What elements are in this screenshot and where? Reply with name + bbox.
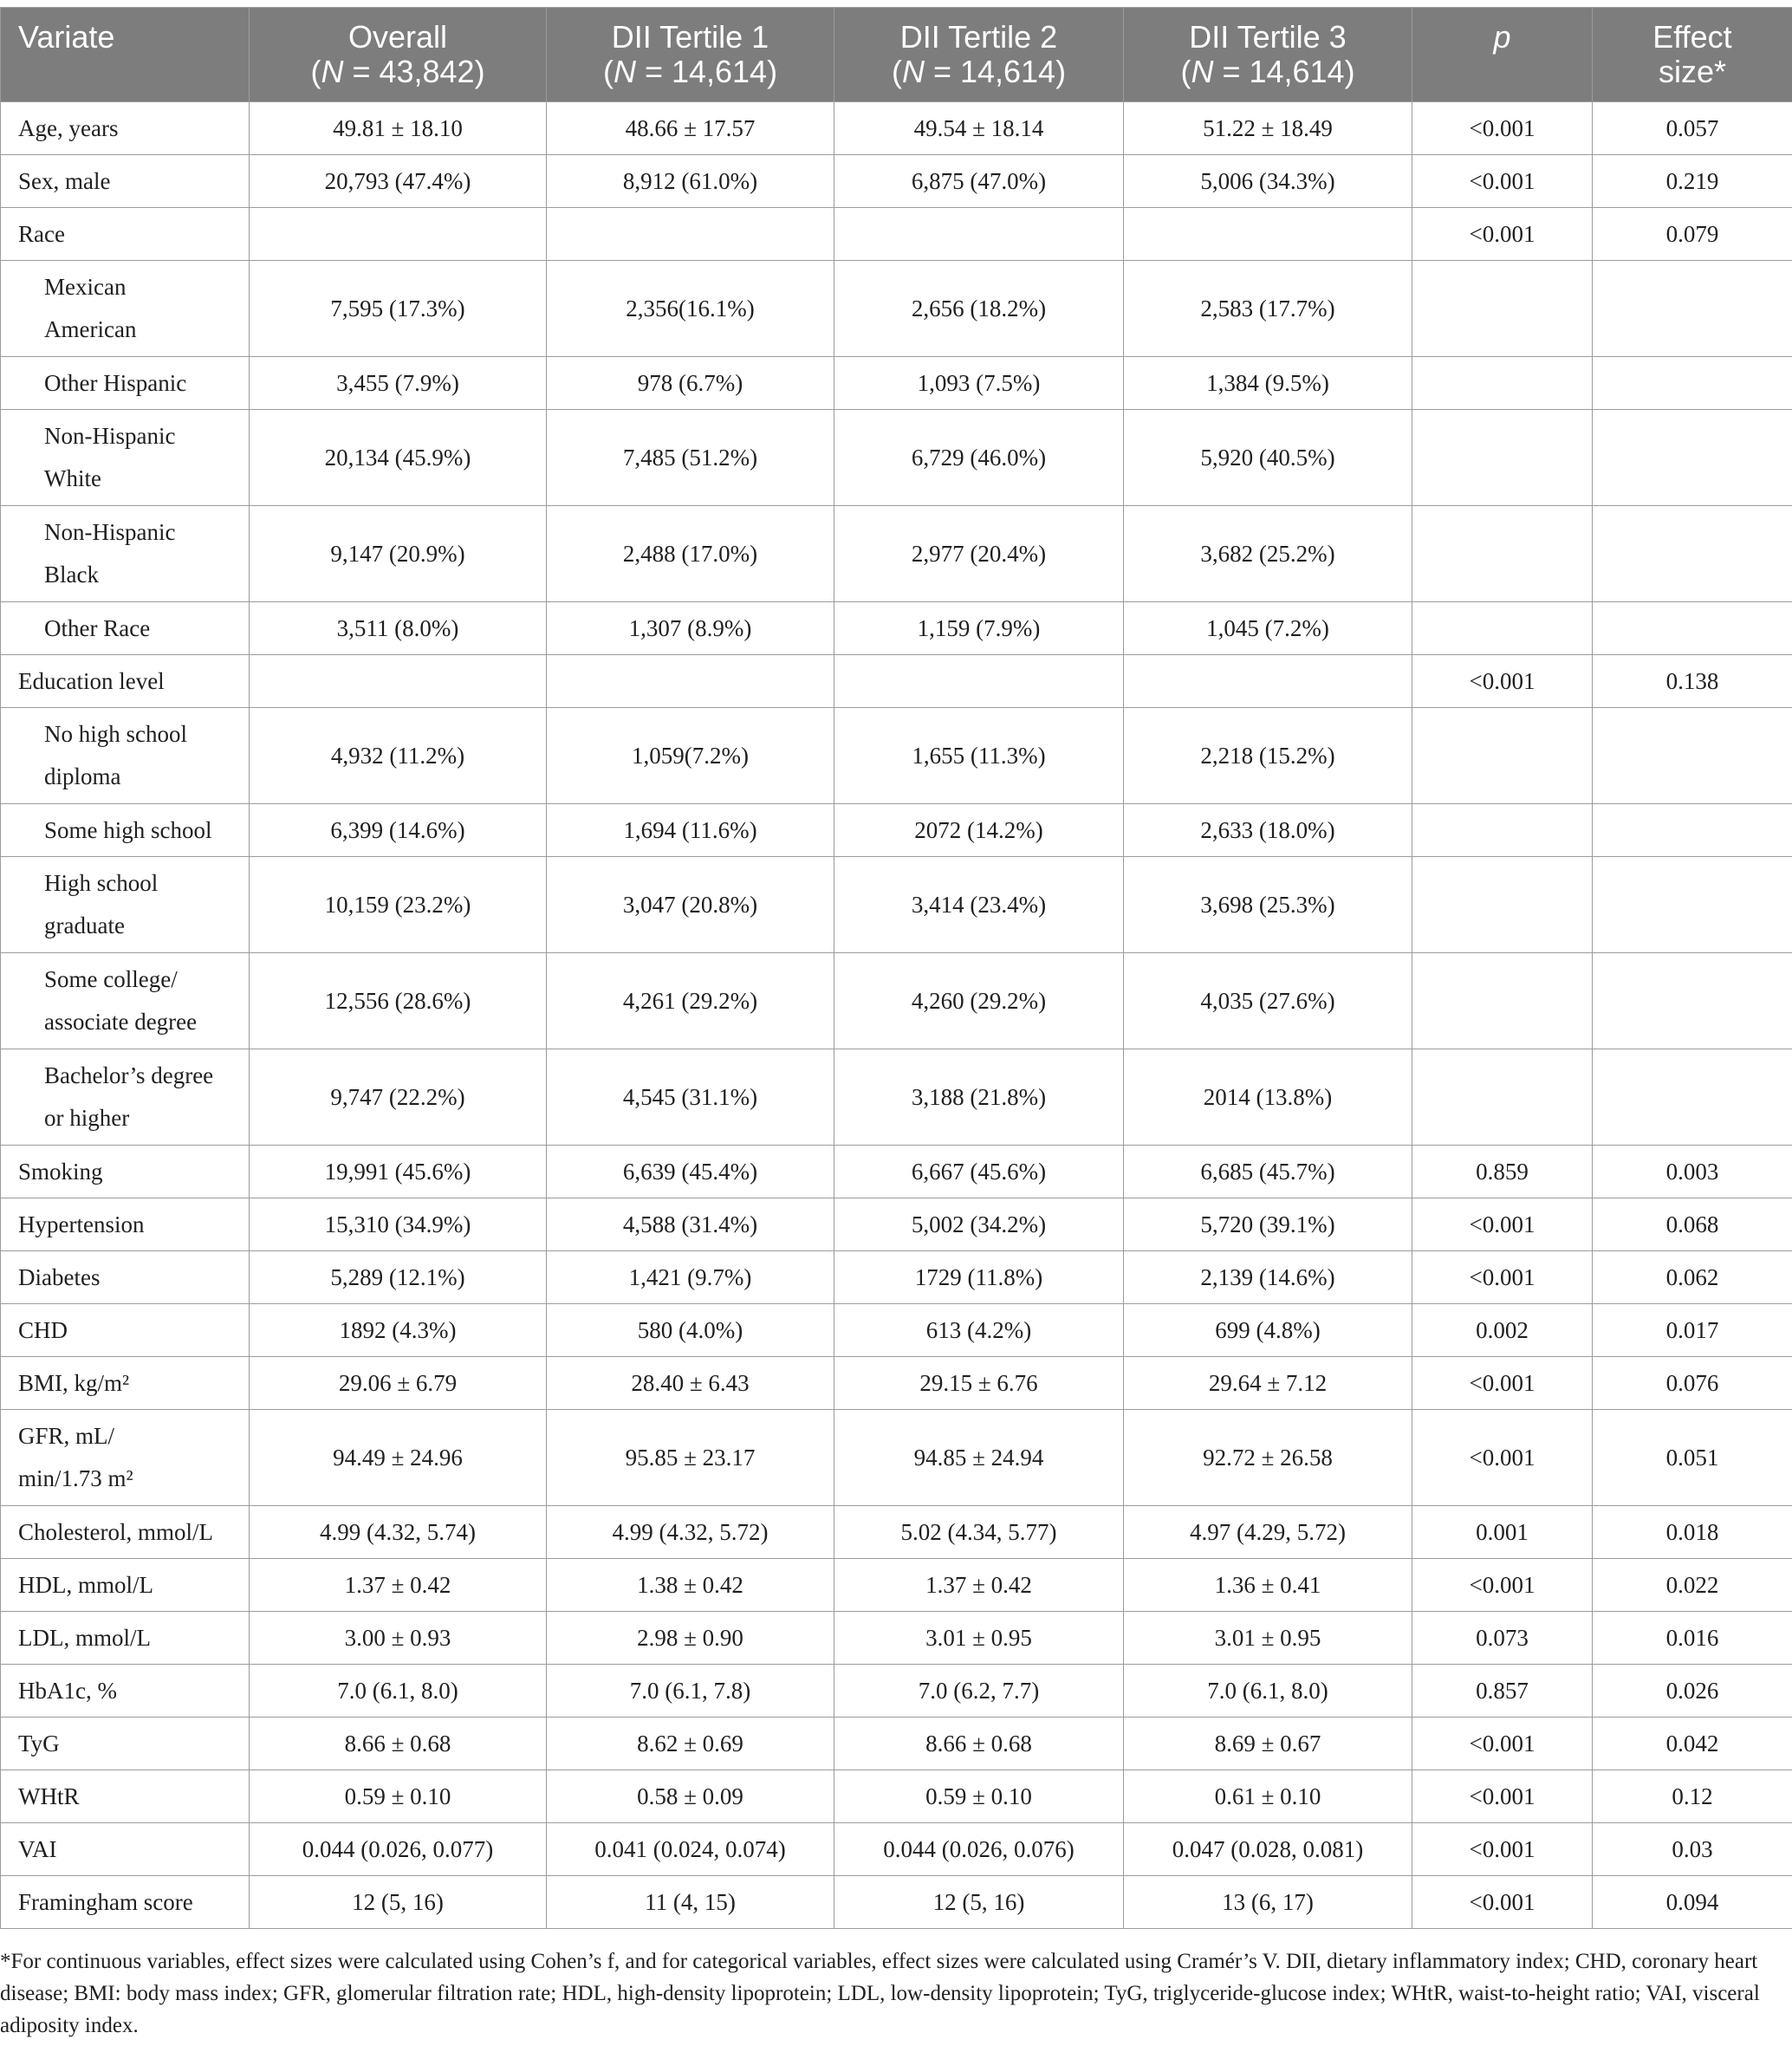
- row-label: [1, 1612, 250, 1665]
- table-row: [1, 357, 1792, 410]
- tertile-2-cell: 2,656 (18.2%): [834, 261, 1124, 357]
- header-row: [1, 8, 1792, 102]
- row-label-line: Black: [44, 562, 99, 588]
- table-row: [1, 261, 1792, 357]
- p-value-cell: <0.001: [1412, 1559, 1593, 1612]
- tertile-1-cell: 8.62 ± 0.69: [547, 1718, 834, 1770]
- tertile-2-cell: 5.02 (4.34, 5.77): [834, 1506, 1124, 1559]
- row-label: [1, 1049, 250, 1146]
- tertile-3-cell: 0.047 (0.028, 0.081): [1124, 1823, 1412, 1876]
- tertile-1-cell: 1,307 (8.9%): [547, 602, 834, 655]
- row-label-line: Hypertension: [18, 1211, 145, 1237]
- effect-size-cell: [1593, 857, 1792, 953]
- row-label-line: White: [44, 465, 101, 491]
- row-label: [1, 1251, 250, 1304]
- tertile-2-cell: 1.37 ± 0.42: [834, 1559, 1124, 1612]
- overall-cell: 20,134 (45.9%): [250, 410, 547, 506]
- row-label-line: Other Hispanic: [44, 369, 187, 396]
- row-label: [1, 1304, 250, 1357]
- row-label: [1, 857, 250, 953]
- tertile-3-cell: 6,685 (45.7%): [1124, 1146, 1412, 1198]
- tertile-3-cell: 2014 (13.8%): [1124, 1049, 1412, 1146]
- table-row: [1, 1198, 1792, 1251]
- table-row: [1, 1506, 1792, 1559]
- table-row: [1, 1559, 1792, 1612]
- p-value-cell: [1412, 506, 1593, 602]
- overall-cell: 1892 (4.3%): [250, 1304, 547, 1357]
- overall-cell: 0.044 (0.026, 0.077): [250, 1823, 547, 1876]
- tertile-1-cell: 580 (4.0%): [547, 1304, 834, 1357]
- effect-size-cell: [1593, 708, 1792, 804]
- row-label: [1, 1410, 250, 1506]
- overall-cell: 49.81 ± 18.10: [250, 102, 547, 155]
- p-value-cell: [1412, 804, 1593, 857]
- tertile-1-cell: 1,059(7.2%): [547, 708, 834, 804]
- row-label: [1, 357, 250, 410]
- table-body: [1, 102, 1792, 1929]
- tertile-1-cell: 4,261 (29.2%): [547, 953, 834, 1049]
- tertile-1-cell: 7,485 (51.2%): [547, 410, 834, 506]
- tertile-2-cell: 6,875 (47.0%): [834, 155, 1124, 208]
- tertile-3-cell: [1124, 208, 1412, 261]
- p-value-cell: 0.073: [1412, 1612, 1593, 1665]
- table-footnote: *For continuous variables, effect sizes were calculated using Cohen’s f, and for categorical variables, effect sizes were calculated using Cramér’s V. DII, dietary inflammatory index; CHD, coronary heart disease; BMI: body mass index; GFR, glomerular filtration rate; HDL, high-density lipoprotein; LDL, low-density lipoprotein; TyG, triglyceride-glucose index; WHtR, waist-to-height ratio; VAI, visceral adiposity index.: [0, 1950, 1760, 2037]
- tertile-1-cell: 11 (4, 15): [547, 1876, 834, 1929]
- tertile-2-cell: 1,093 (7.5%): [834, 357, 1124, 410]
- row-label: [1, 1559, 250, 1612]
- effect-size-cell: 0.003: [1593, 1146, 1792, 1198]
- p-value-cell: [1412, 1049, 1593, 1146]
- tertile-2-cell: 6,667 (45.6%): [834, 1146, 1124, 1198]
- tertile-3-cell: 1.36 ± 0.41: [1124, 1559, 1412, 1612]
- row-label-line: No high school: [44, 721, 187, 747]
- row-label-line: HbA1c, %: [18, 1677, 117, 1704]
- tertile-1-cell: 1,694 (11.6%): [547, 804, 834, 857]
- p-value-cell: <0.001: [1412, 208, 1593, 261]
- row-label-line: graduate: [44, 912, 125, 938]
- row-label: [1, 1876, 250, 1929]
- overall-cell: 3.00 ± 0.93: [250, 1612, 547, 1665]
- tertile-3-cell: 3.01 ± 0.95: [1124, 1612, 1412, 1665]
- effect-size-cell: [1593, 1049, 1792, 1146]
- effect-size-cell: [1593, 261, 1792, 357]
- overall-cell: 8.66 ± 0.68: [250, 1718, 547, 1770]
- table-row: [1, 506, 1792, 602]
- p-value-cell: <0.001: [1412, 655, 1593, 708]
- tertile-3-cell: 2,583 (17.7%): [1124, 261, 1412, 357]
- tertile-2-cell: 613 (4.2%): [834, 1304, 1124, 1357]
- effect-size-cell: 0.026: [1593, 1665, 1792, 1718]
- tertile-1-cell: 0.041 (0.024, 0.074): [547, 1823, 834, 1876]
- p-value-cell: [1412, 953, 1593, 1049]
- table-row: [1, 1612, 1792, 1665]
- p-value-cell: <0.001: [1412, 1198, 1593, 1251]
- table-row: [1, 1251, 1792, 1304]
- table-row: [1, 655, 1792, 708]
- effect-size-cell: 0.062: [1593, 1251, 1792, 1304]
- tertile-2-cell: 3.01 ± 0.95: [834, 1612, 1124, 1665]
- table-row: [1, 857, 1792, 953]
- table-row: [1, 1823, 1792, 1876]
- row-label-line: diploma: [44, 763, 121, 789]
- row-label-line: Framingham score: [18, 1888, 193, 1915]
- p-value-cell: 0.001: [1412, 1506, 1593, 1559]
- effect-size-cell: 0.094: [1593, 1876, 1792, 1929]
- header-dii-tertile-3: DII Tertile 3 (N = 14,614): [1124, 8, 1412, 102]
- row-label-line: or higher: [44, 1105, 130, 1131]
- row-label: [1, 506, 250, 602]
- table-row: [1, 208, 1792, 261]
- row-label: [1, 1146, 250, 1198]
- row-label-line: Age, years: [18, 114, 119, 141]
- effect-size-cell: 0.018: [1593, 1506, 1792, 1559]
- effect-size-cell: 0.057: [1593, 102, 1792, 155]
- tertile-3-cell: 92.72 ± 26.58: [1124, 1410, 1412, 1506]
- tertile-1-cell: 4.99 (4.32, 5.72): [547, 1506, 834, 1559]
- p-value-cell: [1412, 708, 1593, 804]
- tertile-1-cell: 95.85 ± 23.17: [547, 1410, 834, 1506]
- row-label-line: BMI, kg/m²: [18, 1369, 130, 1396]
- table-row: [1, 1665, 1792, 1718]
- tertile-1-cell: [547, 655, 834, 708]
- overall-cell: 9,147 (20.9%): [250, 506, 547, 602]
- table-row: [1, 602, 1792, 655]
- row-label-line: associate degree: [44, 1009, 198, 1035]
- row-label-line: Some high school: [44, 816, 212, 843]
- tertile-3-cell: 29.64 ± 7.12: [1124, 1357, 1412, 1410]
- effect-size-cell: 0.022: [1593, 1559, 1792, 1612]
- tertile-3-cell: 2,633 (18.0%): [1124, 804, 1412, 857]
- tertile-3-cell: 7.0 (6.1, 8.0): [1124, 1665, 1412, 1718]
- table-row: [1, 1410, 1792, 1506]
- row-label: [1, 804, 250, 857]
- tertile-2-cell: 7.0 (6.2, 7.7): [834, 1665, 1124, 1718]
- tertile-2-cell: 0.59 ± 0.10: [834, 1770, 1124, 1823]
- p-value-cell: <0.001: [1412, 1357, 1593, 1410]
- tertile-2-cell: [834, 208, 1124, 261]
- overall-cell: 20,793 (47.4%): [250, 155, 547, 208]
- table-header: [1, 8, 1792, 102]
- row-label: [1, 708, 250, 804]
- tertile-2-cell: 0.044 (0.026, 0.076): [834, 1823, 1124, 1876]
- p-value-cell: <0.001: [1412, 102, 1593, 155]
- overall-cell: 4,932 (11.2%): [250, 708, 547, 804]
- row-label-line: Bachelor’s degree: [44, 1062, 214, 1088]
- tertile-3-cell: 8.69 ± 0.67: [1124, 1718, 1412, 1770]
- p-value-cell: 0.002: [1412, 1304, 1593, 1357]
- overall-cell: 7,595 (17.3%): [250, 261, 547, 357]
- header-dii-tertile-2: DII Tertile 2 (N = 14,614): [834, 8, 1124, 102]
- p-value-cell: <0.001: [1412, 1251, 1593, 1304]
- table-row: [1, 708, 1792, 804]
- header-variate: Variate: [1, 8, 250, 102]
- row-label-line: LDL, mmol/L: [18, 1624, 151, 1651]
- row-label-line: VAI: [18, 1835, 57, 1862]
- p-value-cell: [1412, 602, 1593, 655]
- overall-cell: 4.99 (4.32, 5.74): [250, 1506, 547, 1559]
- effect-size-cell: 0.079: [1593, 208, 1792, 261]
- overall-cell: 12 (5, 16): [250, 1876, 547, 1929]
- tertile-3-cell: 13 (6, 17): [1124, 1876, 1412, 1929]
- tertile-1-cell: 2.98 ± 0.90: [547, 1612, 834, 1665]
- row-label: [1, 1357, 250, 1410]
- tertile-3-cell: 4.97 (4.29, 5.72): [1124, 1506, 1412, 1559]
- p-value-cell: 0.859: [1412, 1146, 1593, 1198]
- effect-size-cell: [1593, 410, 1792, 506]
- table-row: [1, 1357, 1792, 1410]
- effect-size-cell: 0.138: [1593, 655, 1792, 708]
- row-label-line: Smoking: [18, 1158, 103, 1185]
- tertile-2-cell: 12 (5, 16): [834, 1876, 1124, 1929]
- overall-cell: 15,310 (34.9%): [250, 1198, 547, 1251]
- row-label: [1, 1506, 250, 1559]
- table-row: [1, 1146, 1792, 1198]
- overall-cell: 1.37 ± 0.42: [250, 1559, 547, 1612]
- tertile-3-cell: 2,139 (14.6%): [1124, 1251, 1412, 1304]
- effect-size-cell: [1593, 804, 1792, 857]
- tertile-1-cell: 48.66 ± 17.57: [547, 102, 834, 155]
- tertile-2-cell: 1729 (11.8%): [834, 1251, 1124, 1304]
- overall-cell: 3,455 (7.9%): [250, 357, 547, 410]
- overall-cell: 7.0 (6.1, 8.0): [250, 1665, 547, 1718]
- row-label-line: High school: [44, 870, 159, 896]
- row-label-line: Race: [18, 220, 65, 247]
- row-label-line: Sex, male: [18, 167, 111, 194]
- tertile-2-cell: 2,977 (20.4%): [834, 506, 1124, 602]
- effect-size-cell: [1593, 953, 1792, 1049]
- tertile-2-cell: 5,002 (34.2%): [834, 1198, 1124, 1251]
- table-row: [1, 1049, 1792, 1146]
- tertile-2-cell: 29.15 ± 6.76: [834, 1357, 1124, 1410]
- p-value-cell: [1412, 857, 1593, 953]
- tertile-3-cell: 699 (4.8%): [1124, 1304, 1412, 1357]
- overall-cell: 94.49 ± 24.96: [250, 1410, 547, 1506]
- tertile-2-cell: 1,655 (11.3%): [834, 708, 1124, 804]
- tertile-1-cell: 2,356(16.1%): [547, 261, 834, 357]
- tertile-2-cell: 2072 (14.2%): [834, 804, 1124, 857]
- effect-size-cell: 0.016: [1593, 1612, 1792, 1665]
- overall-cell: [250, 655, 547, 708]
- tertile-1-cell: 2,488 (17.0%): [547, 506, 834, 602]
- row-label-line: Non-Hispanic: [44, 519, 176, 545]
- table-row: [1, 953, 1792, 1049]
- row-label-line: Other Race: [44, 614, 151, 641]
- p-value-cell: <0.001: [1412, 1410, 1593, 1506]
- tertile-1-cell: 4,588 (31.4%): [547, 1198, 834, 1251]
- table-row: [1, 1770, 1792, 1823]
- table-row: [1, 1876, 1792, 1929]
- tertile-1-cell: 1.38 ± 0.42: [547, 1559, 834, 1612]
- p-value-cell: 0.857: [1412, 1665, 1593, 1718]
- tertile-1-cell: 28.40 ± 6.43: [547, 1357, 834, 1410]
- overall-cell: 12,556 (28.6%): [250, 953, 547, 1049]
- tertile-2-cell: 4,260 (29.2%): [834, 953, 1124, 1049]
- tertile-2-cell: 94.85 ± 24.94: [834, 1410, 1124, 1506]
- row-label-line: WHtR: [18, 1783, 80, 1809]
- effect-size-cell: 0.042: [1593, 1718, 1792, 1770]
- effect-size-cell: [1593, 357, 1792, 410]
- overall-cell: 9,747 (22.2%): [250, 1049, 547, 1146]
- effect-size-cell: [1593, 506, 1792, 602]
- row-label: [1, 1718, 250, 1770]
- row-label-line: Mexican: [44, 274, 127, 300]
- overall-cell: 10,159 (23.2%): [250, 857, 547, 953]
- row-label: [1, 1823, 250, 1876]
- tertile-1-cell: 8,912 (61.0%): [547, 155, 834, 208]
- overall-cell: 6,399 (14.6%): [250, 804, 547, 857]
- row-label: [1, 1198, 250, 1251]
- p-value-cell: [1412, 357, 1593, 410]
- row-label: [1, 655, 250, 708]
- tertile-1-cell: 1,421 (9.7%): [547, 1251, 834, 1304]
- tertile-3-cell: 2,218 (15.2%): [1124, 708, 1412, 804]
- overall-cell: 19,991 (45.6%): [250, 1146, 547, 1198]
- tertile-3-cell: [1124, 655, 1412, 708]
- row-label: [1, 208, 250, 261]
- overall-cell: 3,511 (8.0%): [250, 602, 547, 655]
- effect-size-cell: 0.12: [1593, 1770, 1792, 1823]
- row-label: [1, 1665, 250, 1718]
- overall-cell: 29.06 ± 6.79: [250, 1357, 547, 1410]
- table-row: [1, 1304, 1792, 1357]
- p-value-cell: [1412, 261, 1593, 357]
- row-label-line: TyG: [18, 1730, 60, 1757]
- table-row: [1, 102, 1792, 155]
- row-label-line: Diabetes: [18, 1263, 101, 1290]
- p-value-cell: <0.001: [1412, 1876, 1593, 1929]
- table-row: [1, 410, 1792, 506]
- row-label-line: HDL, mmol/L: [18, 1571, 153, 1598]
- tertile-3-cell: 3,682 (25.2%): [1124, 506, 1412, 602]
- tertile-2-cell: 49.54 ± 18.14: [834, 102, 1124, 155]
- tertile-1-cell: 978 (6.7%): [547, 357, 834, 410]
- table-row: [1, 1718, 1792, 1770]
- header-p-value: p: [1412, 8, 1593, 102]
- tertile-3-cell: 0.61 ± 0.10: [1124, 1770, 1412, 1823]
- tertile-3-cell: 1,045 (7.2%): [1124, 602, 1412, 655]
- effect-size-cell: 0.219: [1593, 155, 1792, 208]
- row-label: [1, 602, 250, 655]
- overall-cell: 0.59 ± 0.10: [250, 1770, 547, 1823]
- table-row: [1, 155, 1792, 208]
- tertile-3-cell: 5,920 (40.5%): [1124, 410, 1412, 506]
- tertile-2-cell: [834, 655, 1124, 708]
- effect-size-cell: 0.051: [1593, 1410, 1792, 1506]
- row-label: [1, 1770, 250, 1823]
- row-label: [1, 102, 250, 155]
- effect-size-cell: [1593, 602, 1792, 655]
- row-label: [1, 410, 250, 506]
- header-overall: Overall (N = 43,842): [250, 8, 547, 102]
- tertile-3-cell: 3,698 (25.3%): [1124, 857, 1412, 953]
- row-label-line: GFR, mL/: [18, 1423, 115, 1449]
- header-dii-tertile-1: DII Tertile 1 (N = 14,614): [547, 8, 834, 102]
- p-value-cell: <0.001: [1412, 1823, 1593, 1876]
- p-value-cell: <0.001: [1412, 1770, 1593, 1823]
- effect-size-cell: 0.076: [1593, 1357, 1792, 1410]
- tertile-1-cell: 0.58 ± 0.09: [547, 1770, 834, 1823]
- tertile-1-cell: [547, 208, 834, 261]
- tertile-1-cell: 6,639 (45.4%): [547, 1146, 834, 1198]
- effect-size-cell: 0.03: [1593, 1823, 1792, 1876]
- overall-cell: [250, 208, 547, 261]
- p-value-cell: <0.001: [1412, 1718, 1593, 1770]
- tertile-2-cell: 3,414 (23.4%): [834, 857, 1124, 953]
- tertile-3-cell: 1,384 (9.5%): [1124, 357, 1412, 410]
- row-label: [1, 953, 250, 1049]
- effect-size-cell: 0.017: [1593, 1304, 1792, 1357]
- row-label-line: Some college/: [44, 966, 178, 992]
- header-effect-size: Effect size*: [1593, 8, 1792, 102]
- tertile-3-cell: 5,006 (34.3%): [1124, 155, 1412, 208]
- row-label-line: CHD: [18, 1316, 68, 1343]
- tertile-1-cell: 3,047 (20.8%): [547, 857, 834, 953]
- baseline-characteristics-table: [0, 7, 1792, 1929]
- row-label-line: Non-Hispanic: [44, 423, 176, 449]
- row-label: [1, 155, 250, 208]
- p-value-cell: [1412, 410, 1593, 506]
- tertile-2-cell: 3,188 (21.8%): [834, 1049, 1124, 1146]
- tertile-2-cell: 1,159 (7.9%): [834, 602, 1124, 655]
- row-label: [1, 261, 250, 357]
- tertile-3-cell: 51.22 ± 18.49: [1124, 102, 1412, 155]
- row-label-line: American: [44, 316, 137, 342]
- row-label-line: Cholesterol, mmol/L: [18, 1518, 213, 1545]
- effect-size-cell: 0.068: [1593, 1198, 1792, 1251]
- tertile-3-cell: 5,720 (39.1%): [1124, 1198, 1412, 1251]
- tertile-3-cell: 4,035 (27.6%): [1124, 953, 1412, 1049]
- row-label-line: min/1.73 m²: [18, 1465, 133, 1491]
- tertile-1-cell: 4,545 (31.1%): [547, 1049, 834, 1146]
- tertile-2-cell: 6,729 (46.0%): [834, 410, 1124, 506]
- tertile-2-cell: 8.66 ± 0.68: [834, 1718, 1124, 1770]
- p-value-cell: <0.001: [1412, 155, 1593, 208]
- overall-cell: 5,289 (12.1%): [250, 1251, 547, 1304]
- table-row: [1, 804, 1792, 857]
- row-label-line: Education level: [18, 667, 165, 694]
- tertile-1-cell: 7.0 (6.1, 7.8): [547, 1665, 834, 1718]
